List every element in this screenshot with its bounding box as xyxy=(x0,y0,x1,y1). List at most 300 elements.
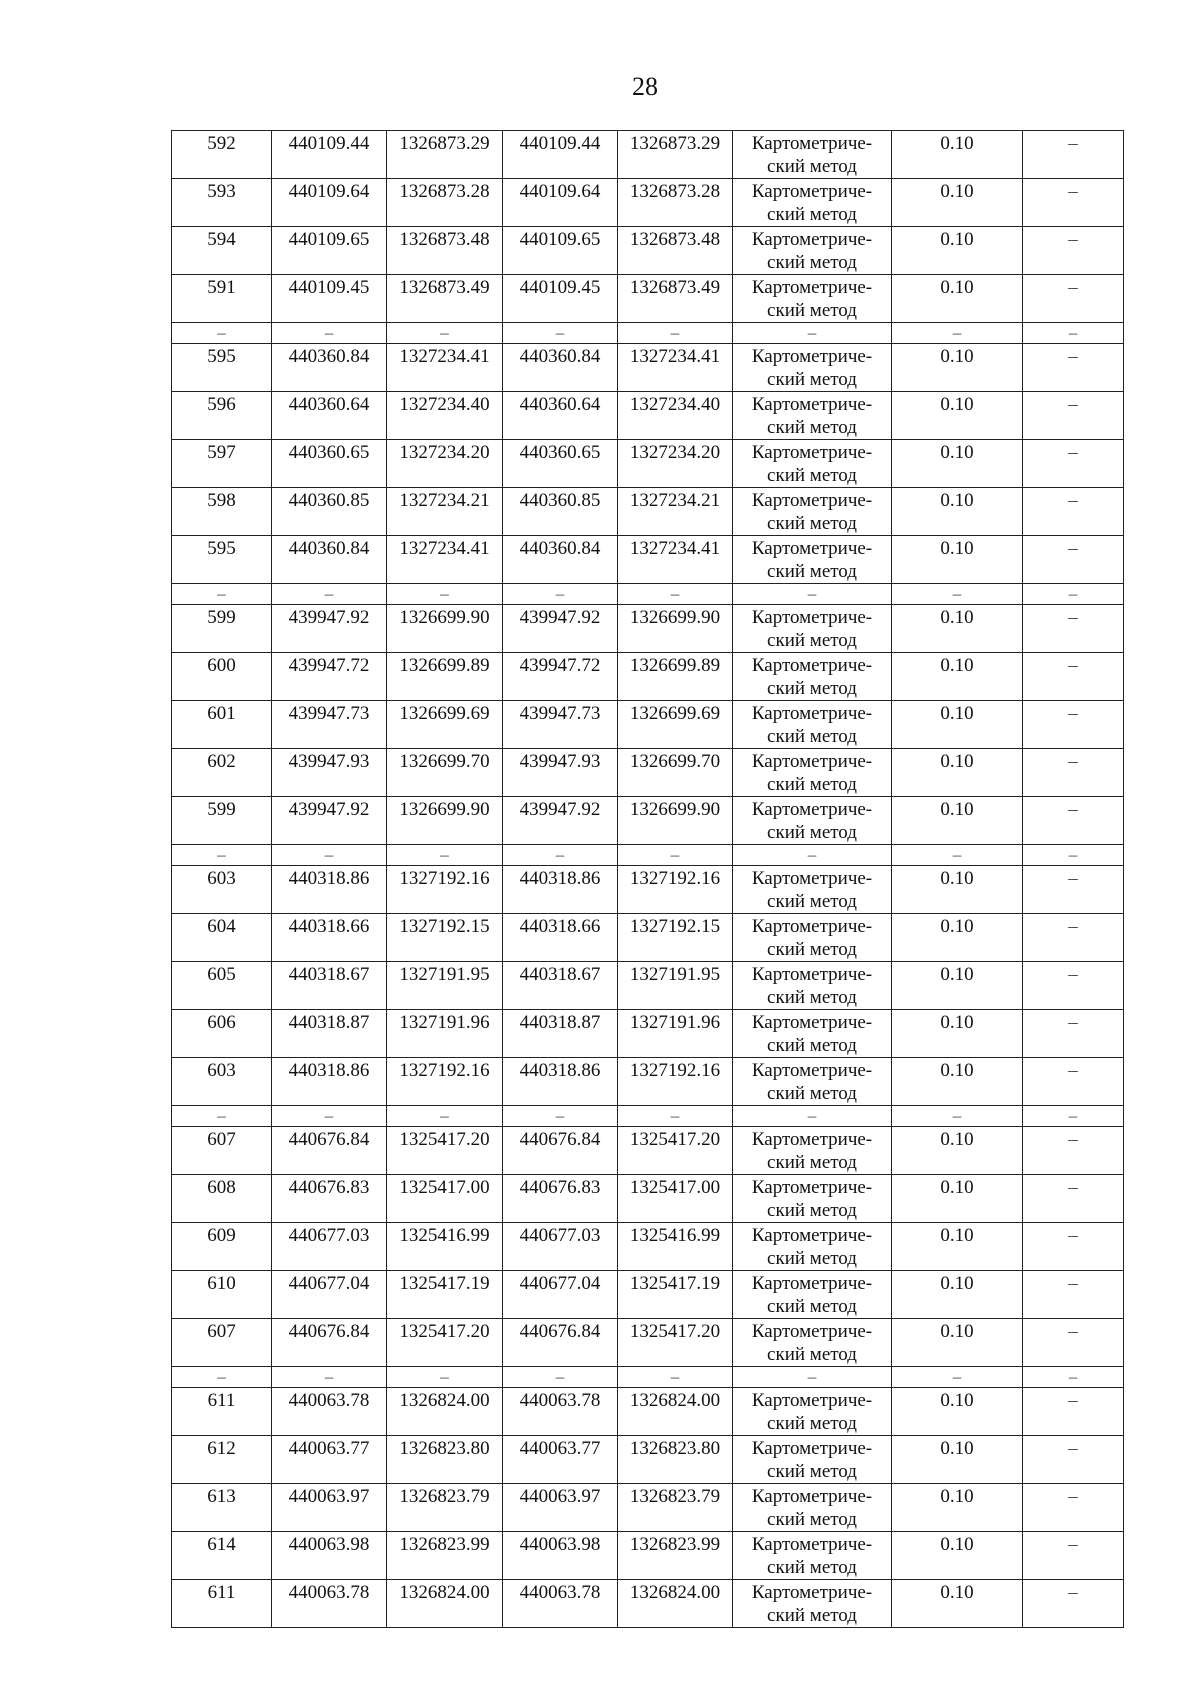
separator-row xyxy=(172,845,1124,866)
x-new-cell: 440676.84 xyxy=(503,1127,618,1175)
note-cell: – xyxy=(1023,1223,1124,1271)
y-old-cell: 1327192.16 xyxy=(387,866,503,914)
accuracy-cell: 0.10 xyxy=(892,962,1023,1010)
note-cell: – xyxy=(1023,653,1124,701)
x-old-cell: 440360.85 xyxy=(272,488,387,536)
separator-cell: – xyxy=(272,323,387,344)
table-row xyxy=(172,1271,1124,1319)
x-old-cell: 440063.78 xyxy=(272,1580,387,1628)
y-old-cell: 1326699.90 xyxy=(387,605,503,653)
note-cell: – xyxy=(1023,131,1124,179)
note-cell: – xyxy=(1023,1319,1124,1367)
separator-cell: – xyxy=(733,1106,892,1127)
method-line1: Картометриче- xyxy=(751,490,873,511)
separator-cell: – xyxy=(733,584,892,605)
x-new-cell: 440360.84 xyxy=(503,344,618,392)
y-new-cell: 1327234.20 xyxy=(618,440,733,488)
method-line1: Картометриче- xyxy=(751,1486,873,1507)
y-new-cell: 1327234.40 xyxy=(618,392,733,440)
note-cell: – xyxy=(1023,866,1124,914)
y-old-cell: 1325416.99 xyxy=(387,1223,503,1271)
accuracy-cell: 0.10 xyxy=(892,275,1023,323)
x-new-cell: 440318.86 xyxy=(503,866,618,914)
method-line2: ский метод xyxy=(767,939,857,960)
table-row xyxy=(172,1532,1124,1580)
point-number-cell: 599 xyxy=(172,797,272,845)
point-number-cell: 592 xyxy=(172,131,272,179)
method-line1: Картометриче- xyxy=(751,1177,873,1198)
note-cell: – xyxy=(1023,1580,1124,1628)
point-number-cell: 602 xyxy=(172,749,272,797)
point-number-cell: 595 xyxy=(172,344,272,392)
accuracy-cell: 0.10 xyxy=(892,1580,1023,1628)
separator-cell: – xyxy=(503,584,618,605)
table-row xyxy=(172,488,1124,536)
method-line2: ский метод xyxy=(767,513,857,534)
y-new-cell: 1327234.21 xyxy=(618,488,733,536)
x-old-cell: 440677.03 xyxy=(272,1223,387,1271)
y-new-cell: 1327191.95 xyxy=(618,962,733,1010)
separator-cell: – xyxy=(272,1106,387,1127)
y-old-cell: 1325417.00 xyxy=(387,1175,503,1223)
method-cell xyxy=(733,962,892,1010)
note-cell: – xyxy=(1023,962,1124,1010)
separator-cell: – xyxy=(387,584,503,605)
point-number-cell: 600 xyxy=(172,653,272,701)
separator-cell: – xyxy=(272,845,387,866)
x-old-cell: 440109.44 xyxy=(272,131,387,179)
point-number-cell: 597 xyxy=(172,440,272,488)
y-old-cell: 1327234.21 xyxy=(387,488,503,536)
table-row xyxy=(172,179,1124,227)
y-old-cell: 1326699.69 xyxy=(387,701,503,749)
x-old-cell: 440360.64 xyxy=(272,392,387,440)
y-new-cell: 1326699.90 xyxy=(618,605,733,653)
x-new-cell: 440109.44 xyxy=(503,131,618,179)
separator-cell: – xyxy=(1023,323,1124,344)
y-new-cell: 1326823.79 xyxy=(618,1484,733,1532)
point-number-cell: 614 xyxy=(172,1532,272,1580)
note-cell: – xyxy=(1023,701,1124,749)
x-new-cell: 440109.64 xyxy=(503,179,618,227)
separator-row xyxy=(172,1106,1124,1127)
point-number-cell: 591 xyxy=(172,275,272,323)
method-line1: Картометриче- xyxy=(751,1438,873,1459)
y-new-cell: 1326823.80 xyxy=(618,1436,733,1484)
point-number-cell: 594 xyxy=(172,227,272,275)
accuracy-cell: 0.10 xyxy=(892,653,1023,701)
method-line1: Картометриче- xyxy=(751,1390,873,1411)
method-line1: Картометриче- xyxy=(751,751,873,772)
y-new-cell: 1325417.20 xyxy=(618,1127,733,1175)
method-line2: ский метод xyxy=(767,726,857,747)
accuracy-cell: 0.10 xyxy=(892,344,1023,392)
accuracy-cell: 0.10 xyxy=(892,1058,1023,1106)
y-old-cell: 1326873.48 xyxy=(387,227,503,275)
method-cell xyxy=(733,440,892,488)
separator-cell: – xyxy=(387,1367,503,1388)
method-cell xyxy=(733,1271,892,1319)
method-line2: ский метод xyxy=(767,1461,857,1482)
separator-cell: – xyxy=(618,1106,733,1127)
x-new-cell: 440318.87 xyxy=(503,1010,618,1058)
accuracy-cell: 0.10 xyxy=(892,440,1023,488)
x-new-cell: 440318.67 xyxy=(503,962,618,1010)
table-row xyxy=(172,1175,1124,1223)
x-old-cell: 440318.86 xyxy=(272,1058,387,1106)
separator-cell: – xyxy=(618,584,733,605)
method-line1: Картометриче- xyxy=(751,394,873,415)
y-old-cell: 1326699.90 xyxy=(387,797,503,845)
point-number-cell: 599 xyxy=(172,605,272,653)
method-line1: Картометриче- xyxy=(751,1321,873,1342)
note-cell: – xyxy=(1023,914,1124,962)
accuracy-cell: 0.10 xyxy=(892,1010,1023,1058)
separator-cell: – xyxy=(733,845,892,866)
note-cell: – xyxy=(1023,344,1124,392)
method-line1: Картометриче- xyxy=(751,442,873,463)
y-old-cell: 1326873.29 xyxy=(387,131,503,179)
method-line2: ский метод xyxy=(767,1344,857,1365)
point-number-cell: 607 xyxy=(172,1127,272,1175)
method-line1: Картометриче- xyxy=(751,1225,873,1246)
y-old-cell: 1325417.19 xyxy=(387,1271,503,1319)
method-line1: Картометриче- xyxy=(751,1060,873,1081)
method-line1: Картометриче- xyxy=(751,346,873,367)
method-line2: ский метод xyxy=(767,774,857,795)
separator-cell: – xyxy=(172,845,272,866)
y-new-cell: 1326873.48 xyxy=(618,227,733,275)
point-number-cell: 608 xyxy=(172,1175,272,1223)
accuracy-cell: 0.10 xyxy=(892,1223,1023,1271)
note-cell: – xyxy=(1023,797,1124,845)
accuracy-cell: 0.10 xyxy=(892,536,1023,584)
method-line2: ский метод xyxy=(767,1605,857,1626)
table-row xyxy=(172,1319,1124,1367)
separator-cell: – xyxy=(503,845,618,866)
accuracy-cell: 0.10 xyxy=(892,488,1023,536)
table-row xyxy=(172,1580,1124,1628)
method-line2: ский метод xyxy=(767,987,857,1008)
method-cell xyxy=(733,797,892,845)
point-number-cell: 612 xyxy=(172,1436,272,1484)
x-old-cell: 440676.84 xyxy=(272,1319,387,1367)
separator-cell: – xyxy=(733,1367,892,1388)
method-line1: Картометриче- xyxy=(751,229,873,250)
x-new-cell: 439947.93 xyxy=(503,749,618,797)
coordinates-table-body xyxy=(172,131,1124,1628)
method-line1: Картометриче- xyxy=(751,799,873,820)
y-old-cell: 1327191.95 xyxy=(387,962,503,1010)
separator-cell: – xyxy=(503,323,618,344)
x-old-cell: 440676.84 xyxy=(272,1127,387,1175)
separator-cell: – xyxy=(172,1367,272,1388)
separator-cell: – xyxy=(172,584,272,605)
x-new-cell: 440676.83 xyxy=(503,1175,618,1223)
separator-cell: – xyxy=(618,845,733,866)
table-row xyxy=(172,701,1124,749)
x-new-cell: 440109.45 xyxy=(503,275,618,323)
page-number: 28 xyxy=(632,72,658,101)
table-row xyxy=(172,1388,1124,1436)
x-new-cell: 440677.04 xyxy=(503,1271,618,1319)
separator-cell: – xyxy=(1023,1367,1124,1388)
x-old-cell: 440318.87 xyxy=(272,1010,387,1058)
x-old-cell: 440109.45 xyxy=(272,275,387,323)
accuracy-cell: 0.10 xyxy=(892,1127,1023,1175)
x-new-cell: 440318.66 xyxy=(503,914,618,962)
y-old-cell: 1327192.16 xyxy=(387,1058,503,1106)
x-old-cell: 439947.73 xyxy=(272,701,387,749)
y-old-cell: 1326699.89 xyxy=(387,653,503,701)
separator-cell: – xyxy=(503,1367,618,1388)
y-new-cell: 1326699.69 xyxy=(618,701,733,749)
separator-cell: – xyxy=(387,845,503,866)
table-row xyxy=(172,914,1124,962)
table-row xyxy=(172,536,1124,584)
accuracy-cell: 0.10 xyxy=(892,131,1023,179)
x-old-cell: 440318.67 xyxy=(272,962,387,1010)
separator-row xyxy=(172,584,1124,605)
table-row xyxy=(172,797,1124,845)
y-new-cell: 1326699.89 xyxy=(618,653,733,701)
y-old-cell: 1326823.99 xyxy=(387,1532,503,1580)
method-cell xyxy=(733,1580,892,1628)
x-new-cell: 440063.77 xyxy=(503,1436,618,1484)
y-new-cell: 1325416.99 xyxy=(618,1223,733,1271)
x-new-cell: 440318.86 xyxy=(503,1058,618,1106)
y-new-cell: 1325417.19 xyxy=(618,1271,733,1319)
separator-row xyxy=(172,1367,1124,1388)
x-old-cell: 440109.64 xyxy=(272,179,387,227)
separator-cell: – xyxy=(892,323,1023,344)
table-row xyxy=(172,962,1124,1010)
method-cell xyxy=(733,392,892,440)
method-line2: ский метод xyxy=(767,561,857,582)
method-cell xyxy=(733,866,892,914)
x-old-cell: 440063.98 xyxy=(272,1532,387,1580)
note-cell: – xyxy=(1023,1271,1124,1319)
separator-cell: – xyxy=(272,584,387,605)
table-row xyxy=(172,440,1124,488)
method-cell xyxy=(733,179,892,227)
point-number-cell: 601 xyxy=(172,701,272,749)
y-old-cell: 1326824.00 xyxy=(387,1388,503,1436)
x-new-cell: 440676.84 xyxy=(503,1319,618,1367)
method-line2: ский метод xyxy=(767,156,857,177)
method-line2: ский метод xyxy=(767,300,857,321)
note-cell: – xyxy=(1023,536,1124,584)
method-line2: ский метод xyxy=(767,1200,857,1221)
y-new-cell: 1327192.16 xyxy=(618,866,733,914)
separator-cell: – xyxy=(892,584,1023,605)
note-cell: – xyxy=(1023,749,1124,797)
y-old-cell: 1327234.20 xyxy=(387,440,503,488)
method-line2: ский метод xyxy=(767,252,857,273)
x-old-cell: 440360.84 xyxy=(272,344,387,392)
point-number-cell: 605 xyxy=(172,962,272,1010)
accuracy-cell: 0.10 xyxy=(892,1484,1023,1532)
method-cell xyxy=(733,275,892,323)
x-new-cell: 440063.78 xyxy=(503,1580,618,1628)
method-cell xyxy=(733,749,892,797)
accuracy-cell: 0.10 xyxy=(892,749,1023,797)
y-new-cell: 1326873.28 xyxy=(618,179,733,227)
y-old-cell: 1326824.00 xyxy=(387,1580,503,1628)
x-old-cell: 439947.92 xyxy=(272,605,387,653)
x-old-cell: 440063.77 xyxy=(272,1436,387,1484)
y-new-cell: 1326699.90 xyxy=(618,797,733,845)
accuracy-cell: 0.10 xyxy=(892,701,1023,749)
y-new-cell: 1325417.00 xyxy=(618,1175,733,1223)
x-new-cell: 440109.65 xyxy=(503,227,618,275)
coordinates-table xyxy=(171,130,1124,1628)
y-new-cell: 1326824.00 xyxy=(618,1580,733,1628)
method-cell xyxy=(733,1319,892,1367)
method-line1: Картометриче- xyxy=(751,868,873,889)
y-new-cell: 1327192.15 xyxy=(618,914,733,962)
method-line1: Картометриче- xyxy=(751,277,873,298)
y-new-cell: 1326824.00 xyxy=(618,1388,733,1436)
x-old-cell: 440063.97 xyxy=(272,1484,387,1532)
x-new-cell: 439947.72 xyxy=(503,653,618,701)
note-cell: – xyxy=(1023,1058,1124,1106)
method-line2: ский метод xyxy=(767,1557,857,1578)
note-cell: – xyxy=(1023,227,1124,275)
separator-cell: – xyxy=(1023,845,1124,866)
method-line2: ский метод xyxy=(767,1296,857,1317)
x-old-cell: 440318.66 xyxy=(272,914,387,962)
method-line1: Картометриче- xyxy=(751,1273,873,1294)
method-line1: Картометриче- xyxy=(751,916,873,937)
method-line1: Картометриче- xyxy=(751,964,873,985)
method-line2: ский метод xyxy=(767,465,857,486)
x-new-cell: 439947.92 xyxy=(503,797,618,845)
table-row xyxy=(172,1223,1124,1271)
accuracy-cell: 0.10 xyxy=(892,1436,1023,1484)
method-line1: Картометриче- xyxy=(751,133,873,154)
method-line2: ский метод xyxy=(767,1152,857,1173)
point-number-cell: 598 xyxy=(172,488,272,536)
accuracy-cell: 0.10 xyxy=(892,866,1023,914)
point-number-cell: 595 xyxy=(172,536,272,584)
x-old-cell: 440677.04 xyxy=(272,1271,387,1319)
table-row xyxy=(172,1010,1124,1058)
x-new-cell: 440063.78 xyxy=(503,1388,618,1436)
method-cell xyxy=(733,227,892,275)
table-row xyxy=(172,866,1124,914)
note-cell: – xyxy=(1023,275,1124,323)
separator-cell: – xyxy=(892,845,1023,866)
y-new-cell: 1325417.20 xyxy=(618,1319,733,1367)
point-number-cell: 609 xyxy=(172,1223,272,1271)
table-row xyxy=(172,344,1124,392)
x-new-cell: 440360.85 xyxy=(503,488,618,536)
accuracy-cell: 0.10 xyxy=(892,1271,1023,1319)
method-cell xyxy=(733,914,892,962)
y-old-cell: 1327234.41 xyxy=(387,536,503,584)
x-old-cell: 440360.65 xyxy=(272,440,387,488)
note-cell: – xyxy=(1023,1532,1124,1580)
x-new-cell: 440360.84 xyxy=(503,536,618,584)
method-cell xyxy=(733,653,892,701)
separator-cell: – xyxy=(172,1106,272,1127)
y-new-cell: 1327192.16 xyxy=(618,1058,733,1106)
accuracy-cell: 0.10 xyxy=(892,179,1023,227)
method-line1: Картометриче- xyxy=(751,1129,873,1150)
table-row xyxy=(172,1436,1124,1484)
method-cell xyxy=(733,1127,892,1175)
accuracy-cell: 0.10 xyxy=(892,605,1023,653)
y-old-cell: 1325417.20 xyxy=(387,1319,503,1367)
method-cell xyxy=(733,605,892,653)
separator-cell: – xyxy=(892,1106,1023,1127)
separator-cell: – xyxy=(618,323,733,344)
method-line2: ский метод xyxy=(767,1035,857,1056)
method-line2: ский метод xyxy=(767,1248,857,1269)
point-number-cell: 610 xyxy=(172,1271,272,1319)
accuracy-cell: 0.10 xyxy=(892,1532,1023,1580)
y-old-cell: 1326823.79 xyxy=(387,1484,503,1532)
note-cell: – xyxy=(1023,1484,1124,1532)
point-number-cell: 596 xyxy=(172,392,272,440)
method-cell xyxy=(733,131,892,179)
point-number-cell: 611 xyxy=(172,1388,272,1436)
x-new-cell: 440360.64 xyxy=(503,392,618,440)
y-old-cell: 1326873.49 xyxy=(387,275,503,323)
separator-cell: – xyxy=(387,323,503,344)
x-new-cell: 440063.97 xyxy=(503,1484,618,1532)
y-new-cell: 1326823.99 xyxy=(618,1532,733,1580)
method-line1: Картометриче- xyxy=(751,538,873,559)
table-row xyxy=(172,749,1124,797)
table-row xyxy=(172,1484,1124,1532)
accuracy-cell: 0.10 xyxy=(892,1319,1023,1367)
y-new-cell: 1327234.41 xyxy=(618,344,733,392)
note-cell: – xyxy=(1023,1010,1124,1058)
table-row xyxy=(172,227,1124,275)
table-row xyxy=(172,392,1124,440)
separator-cell: – xyxy=(892,1367,1023,1388)
note-cell: – xyxy=(1023,440,1124,488)
note-cell: – xyxy=(1023,1436,1124,1484)
point-number-cell: 613 xyxy=(172,1484,272,1532)
method-line1: Картометриче- xyxy=(751,1012,873,1033)
table-row xyxy=(172,605,1124,653)
point-number-cell: 607 xyxy=(172,1319,272,1367)
method-cell xyxy=(733,1484,892,1532)
table-row xyxy=(172,653,1124,701)
point-number-cell: 603 xyxy=(172,1058,272,1106)
method-cell xyxy=(733,1436,892,1484)
table-row xyxy=(172,131,1124,179)
x-new-cell: 440360.65 xyxy=(503,440,618,488)
separator-cell: – xyxy=(1023,584,1124,605)
table-row xyxy=(172,1058,1124,1106)
x-old-cell: 440318.86 xyxy=(272,866,387,914)
x-old-cell: 439947.72 xyxy=(272,653,387,701)
method-line2: ский метод xyxy=(767,678,857,699)
note-cell: – xyxy=(1023,488,1124,536)
y-new-cell: 1326873.49 xyxy=(618,275,733,323)
y-old-cell: 1326699.70 xyxy=(387,749,503,797)
point-number-cell: 593 xyxy=(172,179,272,227)
x-old-cell: 440109.65 xyxy=(272,227,387,275)
note-cell: – xyxy=(1023,179,1124,227)
method-line1: Картометриче- xyxy=(751,655,873,676)
accuracy-cell: 0.10 xyxy=(892,914,1023,962)
method-line1: Картометриче- xyxy=(751,703,873,724)
